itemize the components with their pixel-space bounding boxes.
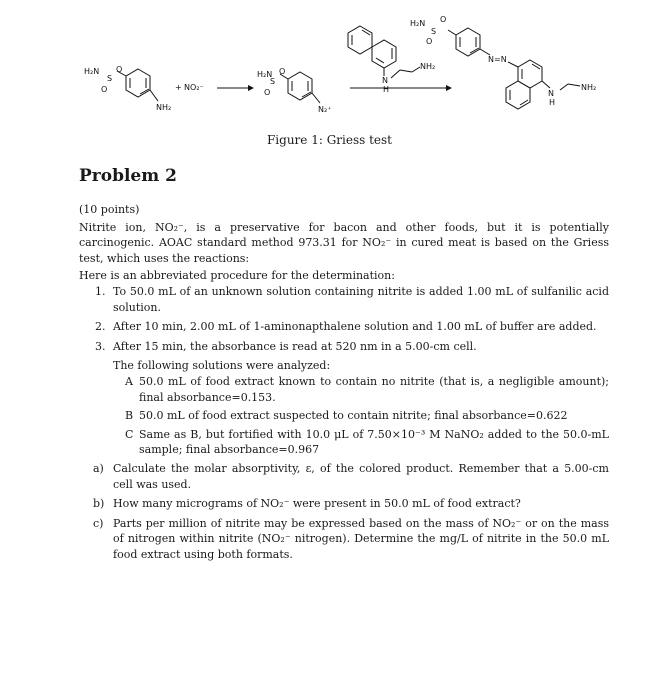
procedure-intro: Here is an abbreviated procedure for the determination: bbox=[79, 269, 395, 283]
sample-text: 50.0 mL of food extract known to contain no nitrite (that is, a negligible amount); final absorbance=0.153. bbox=[139, 374, 609, 404]
azo-dye-product-structure bbox=[448, 28, 580, 109]
step-number: 2. bbox=[95, 320, 106, 334]
product-o2-label: O bbox=[426, 37, 433, 46]
sample-label: C bbox=[125, 427, 134, 441]
problem-intro: Nitrite ion, NO₂⁻, is a preservative for bacon and other foods, but it is potentially carcinogenic. AOAC standard method 973.31 for NO₂⁻ in cured meat is based on the Griess test, which uses the reactions: bbox=[79, 220, 609, 265]
question-text: Calculate the molar absorptivity, ε, of the colored product. Remember that a 5.00-cm cell was used. bbox=[113, 461, 609, 491]
sample-list bbox=[79, 374, 609, 458]
plus-sign: + bbox=[175, 83, 182, 92]
diazonium-structure bbox=[280, 72, 320, 103]
diazonium-o2-label: O bbox=[264, 88, 271, 97]
sulfanilamide-o2-label: O bbox=[101, 85, 108, 94]
question-label: a) bbox=[93, 461, 104, 475]
sample-item bbox=[79, 374, 609, 405]
sulfanilamide-amine-label: H₂N bbox=[84, 67, 100, 76]
product-amine-tail-label: NH₂ bbox=[581, 83, 597, 92]
question-text: Parts per million of nitrite may be expressed based on the mass of NO₂⁻ or on the mass of nitrogen within nitrite (NO₂⁻ nitrogen). Determine the mg/L of nitrite in the 50.0 mL food extract using both formats. bbox=[113, 516, 609, 561]
product-h-label: H bbox=[549, 98, 556, 107]
griess-reaction-scheme bbox=[60, 0, 620, 130]
reagent-nh-label: N bbox=[382, 76, 388, 85]
step-text: After 15 min, the absorbance is read at 520 nm in a 5.00-cm cell. bbox=[113, 339, 477, 353]
sample-item bbox=[79, 427, 609, 458]
step-number: 3. bbox=[95, 339, 106, 353]
sample-text: Same as B, but fortified with 10.0 μL of 7.50×10⁻³ M NaNO₂ added to the 50.0-mL sample; final absorbance=0.967 bbox=[139, 427, 609, 457]
question-item bbox=[79, 461, 609, 492]
diazonium-o1-label: O bbox=[279, 67, 286, 76]
procedure-steps bbox=[79, 284, 609, 354]
step-text: After 10 min, 2.00 mL of 1-aminonapthalene solution and 1.00 mL of buffer are added. bbox=[113, 320, 597, 334]
product-s-label: S bbox=[431, 27, 437, 36]
nitrite-label: NO₂⁻ bbox=[184, 83, 204, 92]
product-nh-label: N bbox=[548, 89, 554, 98]
aminonaphthalene-reagent-structure bbox=[348, 26, 420, 78]
sample-text: 50.0 mL of food extract suspected to contain nitrite; final absorbance=0.622 bbox=[139, 409, 568, 423]
question-item bbox=[79, 516, 609, 563]
reagent-h-label: H bbox=[383, 85, 390, 94]
question-label: b) bbox=[93, 497, 105, 511]
question-item bbox=[79, 496, 609, 512]
diazonium-tail-label: N₂⁺ bbox=[318, 105, 332, 114]
procedure-step bbox=[79, 319, 609, 335]
product-amine-head-label: H₂N bbox=[410, 19, 426, 28]
step-number: 1. bbox=[95, 284, 106, 298]
sample-label: A bbox=[125, 374, 133, 388]
sulfanilamide-o1-label: O bbox=[116, 65, 123, 74]
question-label: c) bbox=[93, 516, 104, 530]
sulfanilamide-s-label: S bbox=[107, 74, 113, 83]
question-text: How many micrograms of NO₂⁻ were present in 50.0 mL of food extract? bbox=[113, 497, 521, 511]
diazonium-s-label: S bbox=[270, 77, 276, 86]
problem-title: Problem 2 bbox=[79, 166, 177, 186]
product-azo-label: N=N bbox=[488, 55, 507, 64]
sulfanilamide-tail-label: NH₂ bbox=[156, 103, 172, 112]
problem-body bbox=[79, 202, 609, 566]
step-text: To 50.0 mL of an unknown solution containing nitrite is added 1.00 mL of sulfanilic acid solution. bbox=[113, 284, 609, 314]
diazonium-amine-label: H₂N bbox=[257, 70, 273, 79]
figure-caption: Figure 1: Griess test bbox=[266, 133, 392, 147]
sulfanilamide-structure bbox=[117, 69, 158, 101]
sample-label: B bbox=[125, 409, 134, 423]
analyzed-intro: The following solutions were analyzed: bbox=[113, 359, 331, 373]
product-o1-label: O bbox=[440, 15, 447, 24]
reagent-amine-label: NH₂ bbox=[420, 62, 436, 71]
problem-points: (10 points) bbox=[79, 203, 140, 216]
sample-item bbox=[79, 408, 609, 424]
procedure-step bbox=[79, 339, 609, 355]
question-list bbox=[79, 461, 609, 563]
procedure-step bbox=[79, 284, 609, 315]
